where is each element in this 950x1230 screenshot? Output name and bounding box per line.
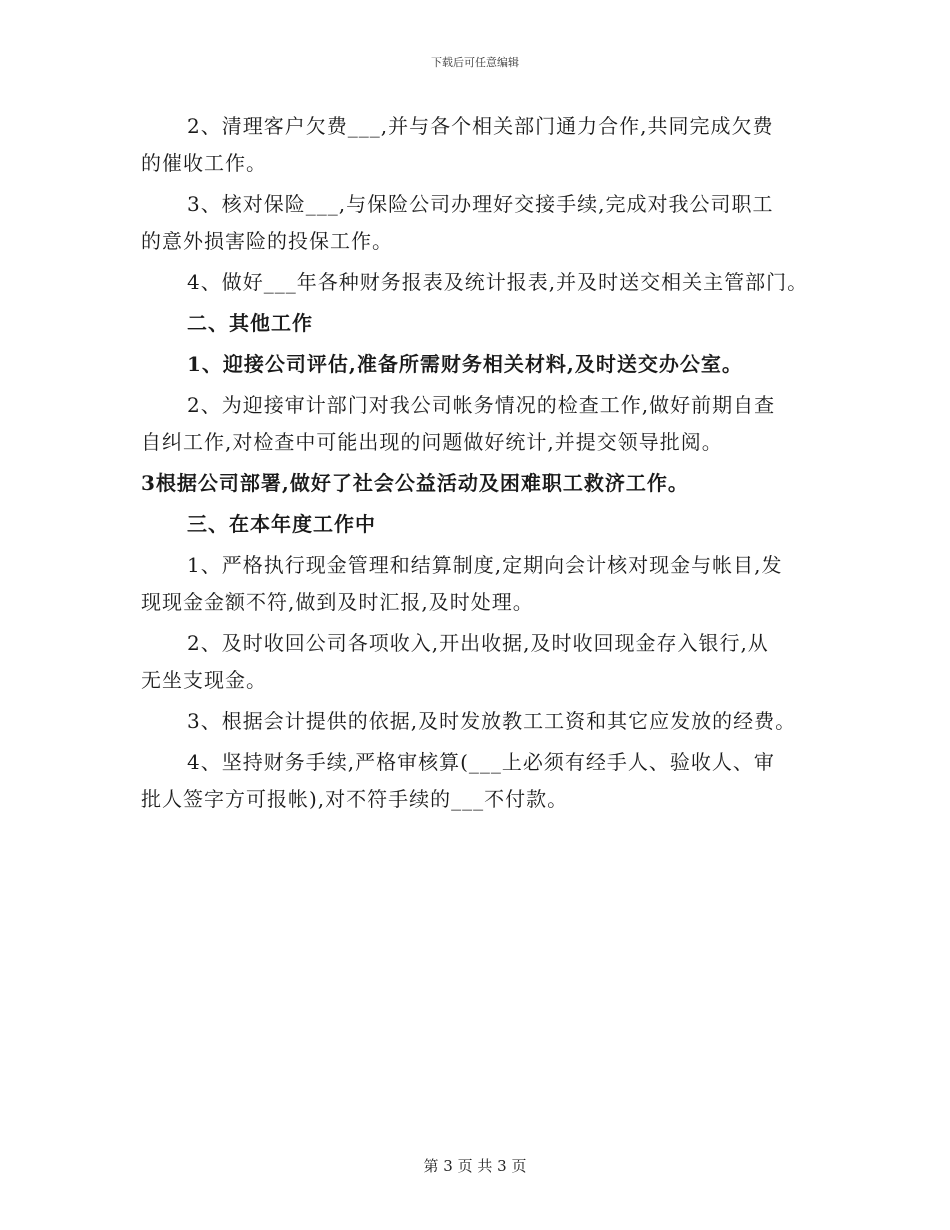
paragraph <box>141 703 821 740</box>
paragraph-line: 批人签字方可报帐),对不符手续的___不付款。 <box>141 787 569 811</box>
paragraph <box>141 547 821 621</box>
paragraph <box>141 625 821 699</box>
paragraph-line: 1、严格执行现金管理和结算制度,定期向会计核对现金与帐目,发 <box>187 553 783 577</box>
section-heading-text: 三、在本年度工作中 <box>187 512 376 536</box>
paragraph-line: 2、清理客户欠费___,并与各个相关部门通力合作,共同完成欠费 <box>187 114 774 138</box>
paragraph-line: 4、坚持财务手续,严格审核算(___上必须有经手人、验收人、审 <box>187 750 775 774</box>
paragraph-line: 3根据公司部署,做好了社会公益活动及困难职工救济工作。 <box>141 471 689 495</box>
paragraph-line: 1、迎接公司评估,准备所需财务相关材料,及时送交办公室。 <box>187 352 743 376</box>
paragraph <box>141 387 821 461</box>
page-footer: 第 3 页 共 3 页 <box>423 1157 527 1175</box>
paragraph <box>141 744 821 818</box>
paragraph <box>141 186 821 260</box>
section-heading <box>141 305 821 342</box>
section-heading-text: 二、其他工作 <box>187 311 313 335</box>
page-header: 下载后可任意编辑 <box>431 56 519 69</box>
document-body <box>141 108 821 822</box>
paragraph-bold <box>141 346 821 383</box>
paragraph-line: 自纠工作,对检查中可能出现的问题做好统计,并提交领导批阅。 <box>141 430 723 454</box>
paragraph-line: 的意外损害险的投保工作。 <box>141 229 393 253</box>
paragraph-bold <box>141 465 821 502</box>
paragraph-line: 无坐支现金。 <box>141 668 267 692</box>
paragraph <box>141 264 821 301</box>
paragraph-line: 3、核对保险___,与保险公司办理好交接手续,完成对我公司职工 <box>187 192 774 216</box>
paragraph-line: 3、根据会计提供的依据,及时发放教工工资和其它应发放的经费。 <box>187 709 797 733</box>
paragraph-line: 的催收工作。 <box>141 151 267 175</box>
paragraph-line: 2、及时收回公司各项收入,开出收据,及时收回现金存入银行,从 <box>187 631 769 655</box>
paragraph-line: 2、为迎接审计部门对我公司帐务情况的检查工作,做好前期自查 <box>187 393 776 417</box>
paragraph-line: 4、做好___年各种财务报表及统计报表,并及时送交相关主管部门。 <box>187 270 809 294</box>
paragraph-line: 现现金金额不符,做到及时汇报,及时处理。 <box>141 590 534 614</box>
paragraph <box>141 108 821 182</box>
section-heading <box>141 506 821 543</box>
